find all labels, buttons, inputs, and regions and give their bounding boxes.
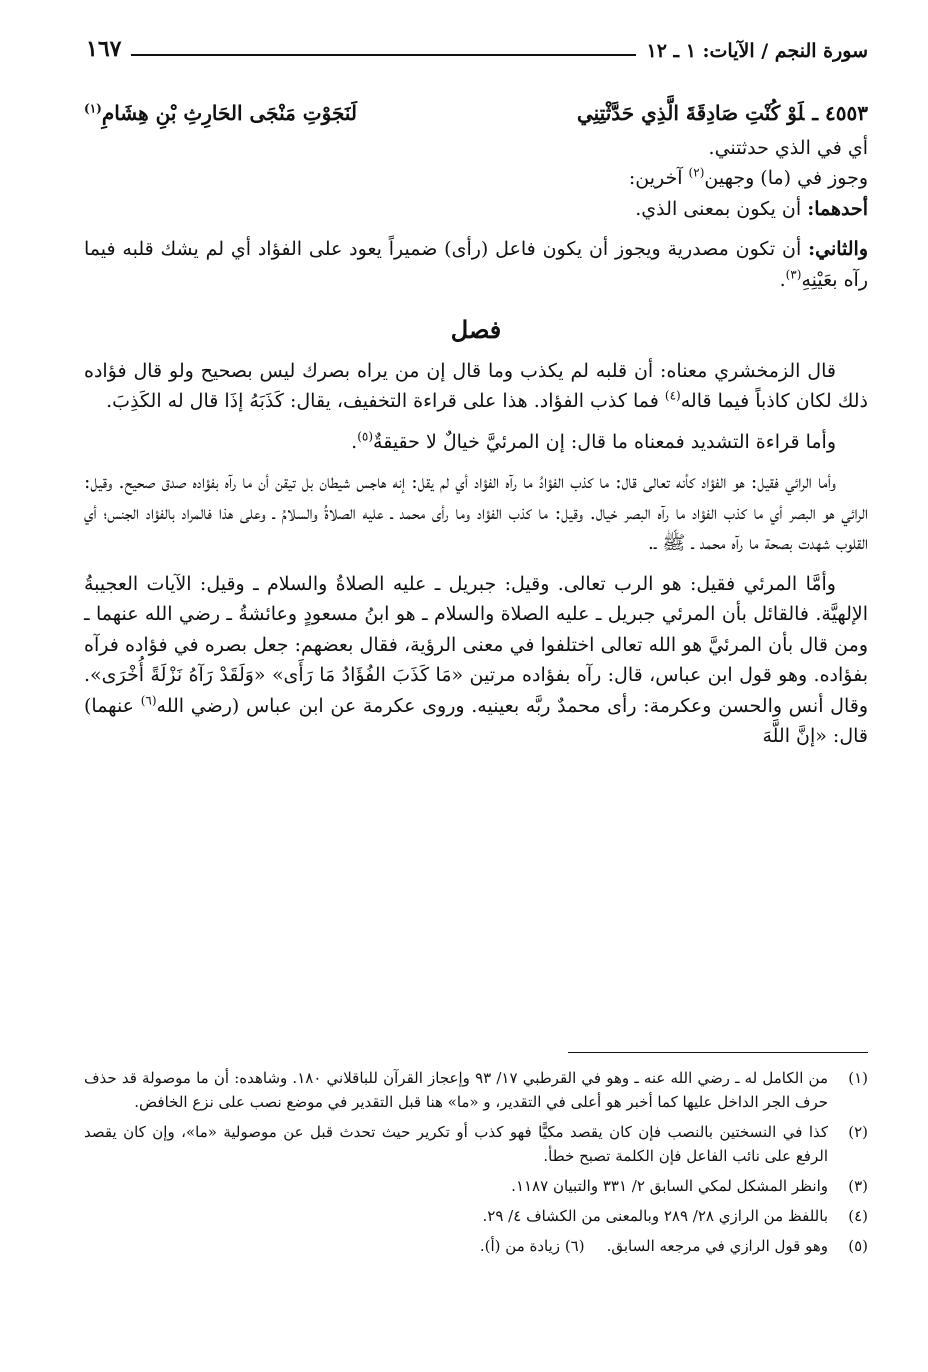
hemistich-1: لَوْ كُنْتِ صَادِقَةَ الَّذِي حَدَّثْتِنِي: [576, 101, 805, 125]
footnote-item: (٥) وهو قول الرازي في مرجعه السابق. (٦) زيادة من (أ).: [84, 1234, 868, 1258]
second-option: والثاني: أن تكون مصدرية ويجوز أن يكون فاعل (رأى) ضميراً يعود على الفؤاد أي لم يشك قلبه فيما رآه بعَيْنِهِ$^{(٣)}$.: [84, 238, 868, 291]
footnote-ref-3: (٣): [785, 267, 802, 282]
footnote-item: (٤) باللفظ من الرازي ٢٨/ ٢٨٩ وبالمعنى من الكشاف ٤/ ٢٩.: [482, 1207, 868, 1225]
paragraph-marai: وأمَّا المرئي فقيل: هو الرب تعالى. وقيل: جبريل ـ عليه الصلاةُ والسلام ـ وقيل: الآيات العجيبةُ الإلهيَّة. فالقائل بأن المرئي جبريل ـ عليه الصلاة والسلام ـ هو ابنُ مسعودٍ وعائشةُ ـ رضي الله عنهما ـ ومن قال بأن المرئيَّ هو الله تعالى اختلفوا في معنى الرؤية، فقال بعضهم: جعل بصره في فؤاده فرآه بفؤاده. وهو قول ابن عباس، قال: رآه بفؤاده مرتين «مَا كَذَبَ الفُؤَادُ مَا رَأَى» «وَلَقَدْ رَآهُ نَزْلَةً أُخْرَى». وقال أنس والحسن وعكرمة: رأى محمدٌ ربَّه بعينيه. وروى عكرمة عن ابن عباس (رضي الله$^{(٦)}$ عنهما) قال: «إنَّ اللَّهَ: [84, 572, 869, 747]
first-option: أحدهما: أن يكون بمعنى الذي.: [635, 197, 868, 220]
footnote-ref-4: (٤): [664, 388, 681, 403]
main-text: [84, 98, 868, 752]
footnote-ref-6: (٦): [140, 693, 157, 708]
first-label: أحدهما:: [807, 197, 868, 220]
quran-quote-2: «وَلَقَدْ رَآهُ نَزْلَةً أُخْرَى»: [90, 664, 266, 686]
running-header: [86, 28, 868, 62]
footnotes: [84, 1066, 868, 1264]
poetry-verse: [84, 98, 868, 129]
footnote-item: (٢) كذا في النسختين بالنصب فإن كان يقصد مكيًّا فهو كذب أو تكرير حيث تحدث قبل عن موصولية «ما»، وإن كان يقصد الرفع على نائب الفاعل فإن الكلمة تصبح خطأ.: [84, 1123, 868, 1165]
section-heading: فصل: [450, 315, 502, 344]
footnote-item: (٣) وانظر المشكل لمكي السابق ٢/ ٣٣١ والتبيان ١١٨٧.: [511, 1177, 868, 1195]
hemistich-2: لَنَجَوْتِ مَنْجَى الحَارِثِ بْنِ هِشَامِ: [101, 101, 358, 125]
second-label: والثاني:: [808, 238, 868, 260]
verse-first-hemistich: [577, 98, 868, 129]
explanation-line-2: وجوز في (ما) وجهين$^{(٢)}$ آخرين:: [628, 165, 868, 189]
quran-quote-1: «مَا كَذَبَ الفُؤَادُ مَا رَأَى»: [271, 664, 464, 686]
verse-number: ٤٥٥٣ ـ: [812, 101, 868, 125]
verse-second-hemistich: [84, 98, 357, 129]
footnote-separator: [568, 1052, 868, 1053]
explanation-line-1: أي في الذي حدثتني.: [708, 136, 868, 159]
paragraph-raai: وأما الرائي فقيل: هو الفؤاد كأنه تعالى قال: ما كذب الفؤادُ ما رآه الفؤاد أي لم يقل: إنه هاجس شيطان بل تيقن أن ما رآه بفؤاده صدق صحيح. وقيل: الرائي هو البصر أي ما كذب الفؤاد ما رآه البصر خيال. وقيل: ما كذب الفؤاد وما رأى محمد ـ عليه الصلاةُ والسلامُ ـ وعلى هذا فالمراد بالفؤاد الجنس؛ أي القلوب شهدت بصحة ما رآه محمد ـ ﷺ ـ.: [84, 471, 868, 554]
footnote-ref-1: (١): [84, 101, 102, 116]
header-title: سورة النجم / الآيات: ١ ـ ١٢: [646, 40, 868, 62]
footnote-6: (٦) زيادة من (أ).: [479, 1237, 585, 1255]
header-rule: [131, 54, 636, 56]
page-number: ١٦٧: [86, 36, 122, 62]
footnote-ref-5: (٥): [357, 429, 374, 444]
footnote-ref-2: (٢): [688, 165, 705, 180]
paragraph-tashdid: وأما قراءة التشديد فمعناه ما قال: إن المرئيَّ خيالٌ لا حقيقةٌ$^{(٥)}$.: [351, 429, 836, 453]
footnote-item: (١) من الكامل له ـ رضي الله عنه ـ وهو في القرطبي ١٧/ ٩٣ وإعجاز القرآن للباقلاني ١٨٠. وشاهده: أن ما موصولة قد حذف حرف الجر الداخل عليها كما أخبر هو أعلى في التقدير، و «ما» هنا قبل التقدير في موضع نصب على نزع الخافض.: [84, 1069, 868, 1111]
paragraph-zamakhshari: قال الزمخشري معناه: أن قلبه لم يكذب وما قال إن من يراه بصرك ليس بصحيح ولو قال فؤاده ذلك لكان كاذباً فيما قاله$^{(٤)}$ فما كذب الفؤاد. هذا على قراءة التخفيف، يقال: كَذَبَهُ إذَا قال له الكَذِبَ.: [84, 359, 868, 412]
